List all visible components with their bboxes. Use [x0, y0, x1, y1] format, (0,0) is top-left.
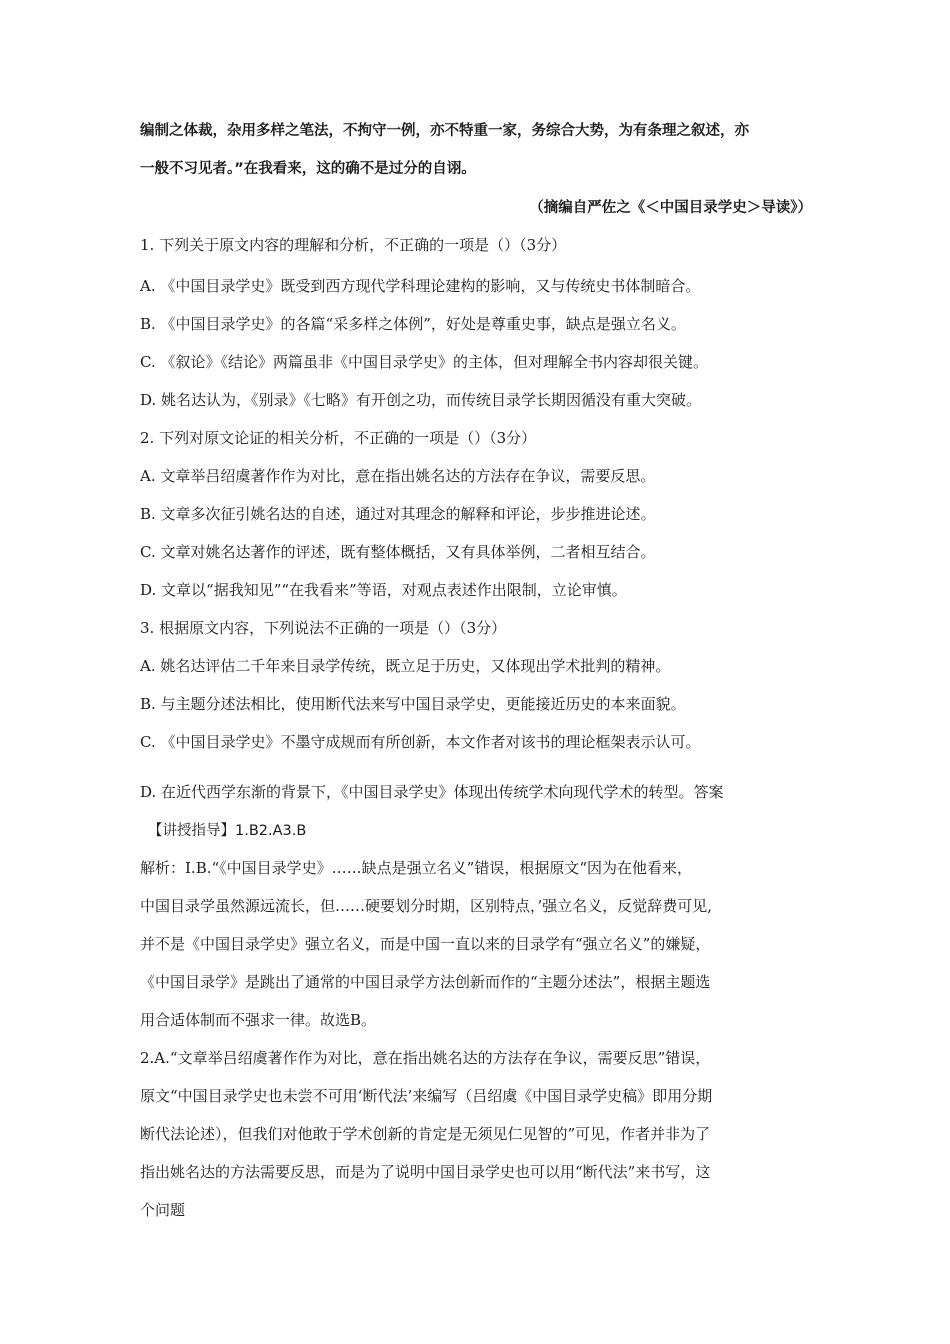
analysis-line: 个问题 [140, 1201, 186, 1219]
question-2-option-a: A. 文章举吕绍虞著作作为对比，意在指出姚名达的方法存在争议，需要反思。 [140, 467, 656, 485]
passage-line: 编制之体裁，杂用多样之笔法，不拘守一例，亦不特重一家，务综合大势，为有条理之叙述，亦 [140, 123, 749, 139]
question-3-option-b: B. 与主题分述法相比，使用断代法来写中国目录学史，更能接近历史的本来面貌。 [140, 695, 686, 713]
question-1-option-b: B. 《中国目录学史》的各篇“采多样之体例”，好处是尊重史事，缺点是强立名义。 [140, 315, 686, 333]
question-1-stem: 1. 下列关于原文内容的理解和分析，不正确的一项是（）（3分） [140, 236, 567, 254]
question-1-option-d: D. 姚名达认为，《别录》《七略》有开创之功，而传统目录学长期因循没有重大突破。 [140, 391, 702, 409]
analysis-line: 2.A.“文章举吕绍虞著作作为对比，意在指出姚名达的方法存在争议，需要反思”错误， [140, 1049, 711, 1067]
question-2-option-c: C. 文章对姚名达著作的评述，既有整体概括，又有具体举例，二者相互结合。 [140, 543, 656, 561]
answer-heading: 【讲授指导】1.B2.A3.B [148, 823, 307, 839]
question-3-stem: 3. 根据原文内容，下列说法不正确的一项是（）（3分） [140, 619, 507, 637]
question-3-option-d: D. 在近代西学东渐的背景下，《中国目录学史》体现出传统学术向现代学术的转型。答案 [140, 783, 724, 801]
question-1-option-c: C. 《叙论》《结论》两篇虽非《中国目录学史》的主体，但对理解全书内容却很关键。 [140, 353, 708, 371]
analysis-line: 中国目录学虽然源远流长，但……硬要划分时期，区别特点，’强立名义，反觉辞费可见, [140, 897, 713, 915]
analysis-line: 用合适体制而不强求一律。故选B。 [140, 1011, 377, 1029]
passage-source: （摘编自严佐之《＜中国目录学史＞导读》） [529, 200, 812, 216]
analysis-line: 指出姚名达的方法需要反思，而是为了说明中国目录学史也可以用“断代法”来书写，这 [140, 1163, 711, 1181]
question-3-option-c: C. 《中国目录学史》不墨守成规而有所创新，本文作者对该书的理论框架表示认可。 [140, 733, 701, 751]
question-1-option-a: A. 《中国目录学史》既受到西方现代学科理论建构的影响，又与传统史书体制暗合。 [140, 277, 701, 295]
analysis-line: 《中国目录学》是跳出了通常的中国目录学方法创新而作的“主题分述法”，根据主题选 [140, 973, 711, 991]
analysis-line: 原文“中国目录学史也未尝不可用‘断代法’来编写（吕绍虞《中国目录学史稿》即用分期 [140, 1087, 713, 1105]
analysis-line: 并不是《中国目录学史》强立名义，而是中国一直以来的目录学有“强立名义”的嫌疑， [140, 935, 711, 953]
question-2-option-b: B. 文章多次征引姚名达的自述，通过对其理念的解释和评论，步步推进论述。 [140, 505, 656, 523]
question-3-option-a: A. 姚名达评估二千年来目录学传统，既立足于历史，又体现出学术批判的精神。 [140, 657, 671, 675]
question-2-option-d: D. 文章以“据我知见”“在我看来”等语，对观点表述作出限制，立论审慎。 [140, 581, 627, 599]
analysis-line: 断代法论述），但我们对他敢于学术创新的肯定是无须见仁见智的”可见，作者并非为了 [140, 1125, 711, 1143]
passage-line: 一般不习见者。”在我看来，这的确不是过分的自诩。 [140, 161, 476, 177]
question-2-stem: 2. 下列对原文论证的相关分析，不正确的一项是（）（3分） [140, 429, 537, 447]
analysis-line: 解析：I.B.“《中国目录学史》……缺点是强立名义”错误，根据原文“因为在他看来， [140, 859, 692, 877]
